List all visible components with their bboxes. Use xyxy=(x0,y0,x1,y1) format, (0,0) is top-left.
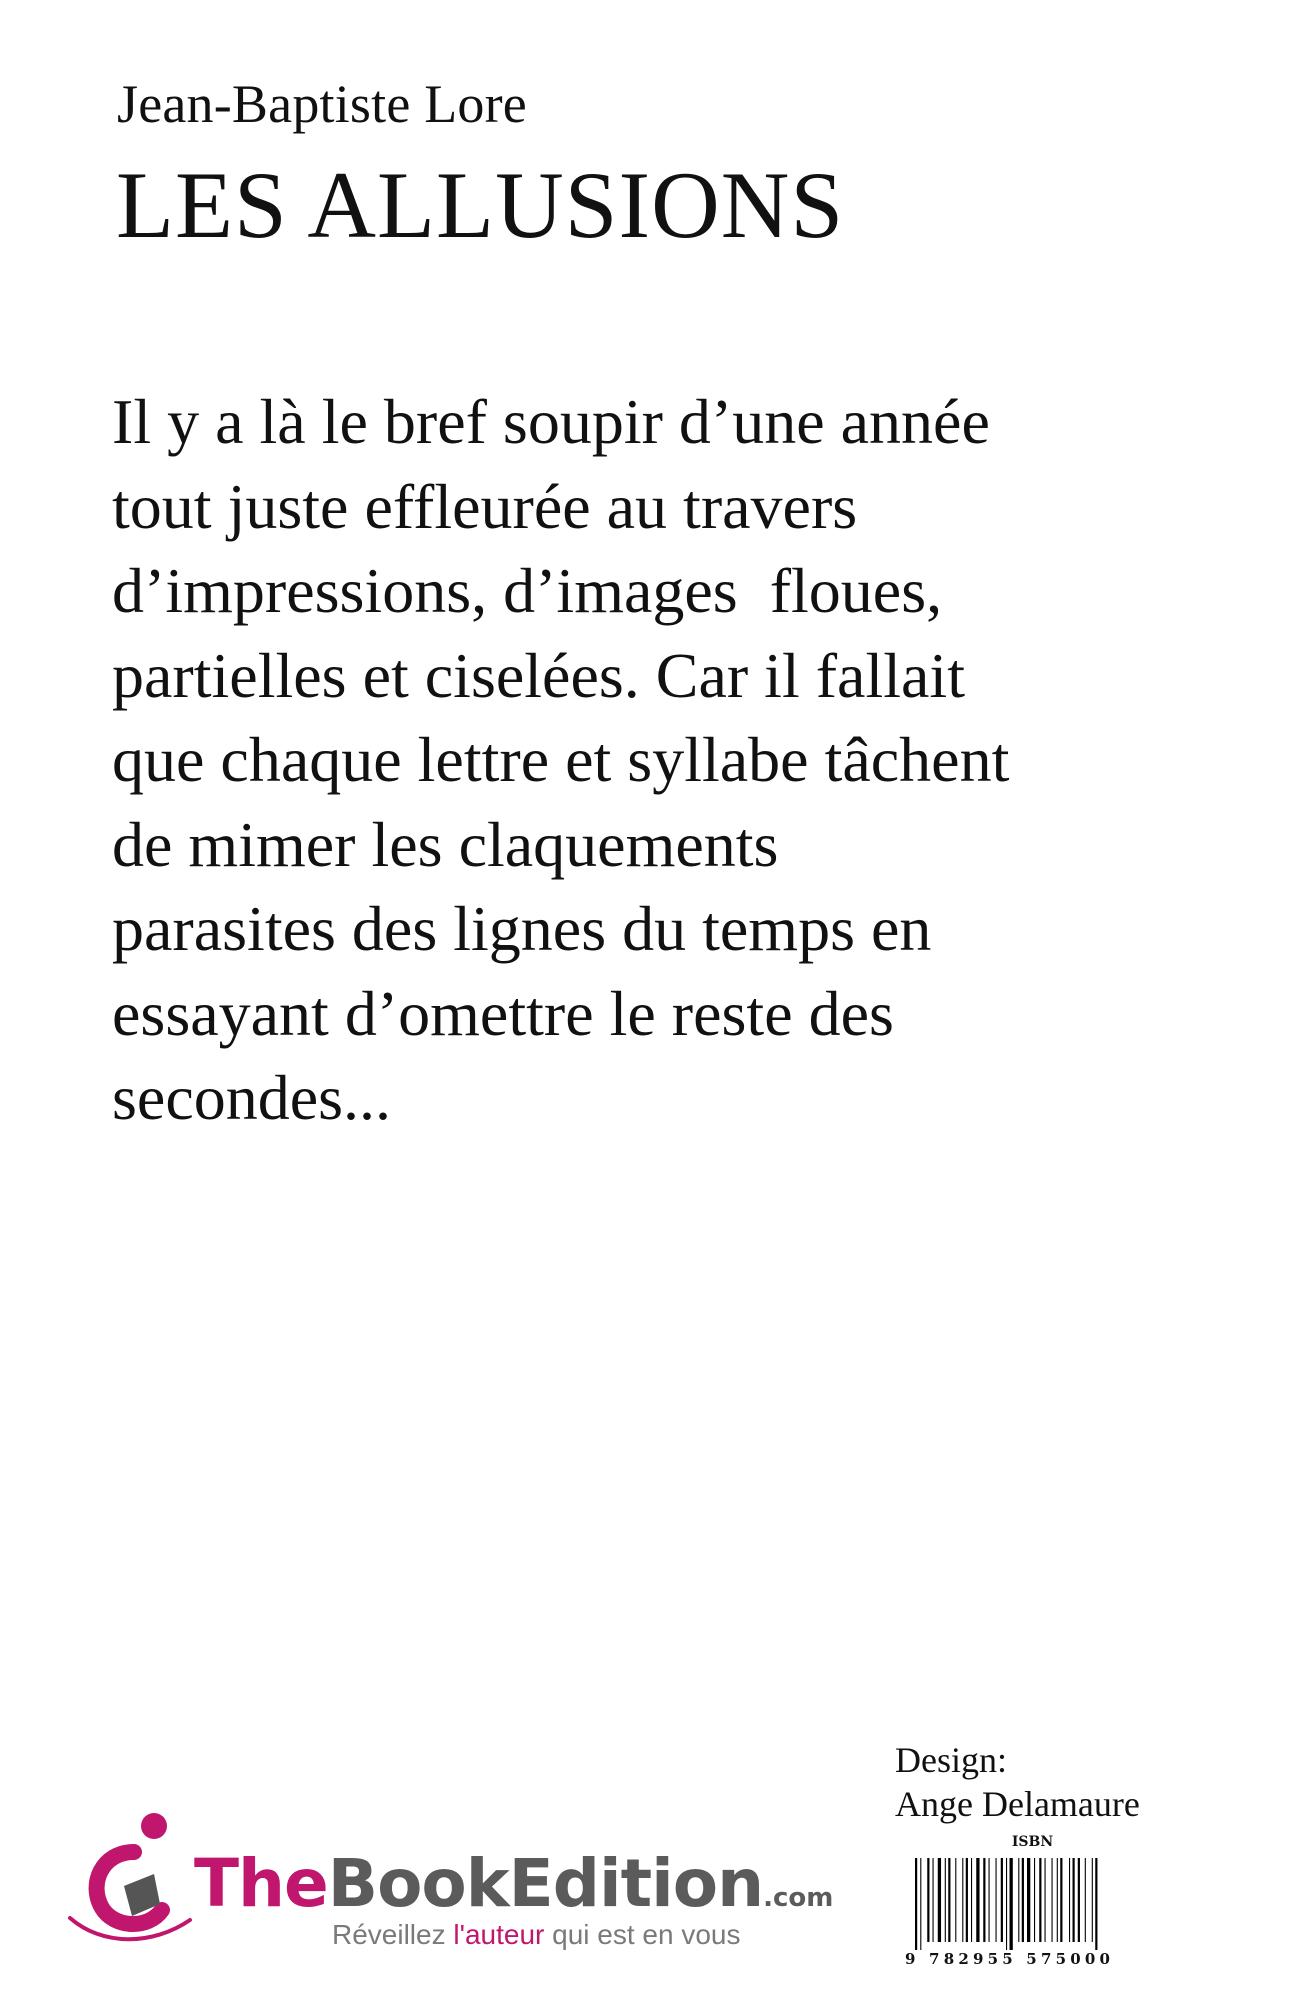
barcode-bar xyxy=(996,1858,997,1942)
barcode-bar xyxy=(1006,1858,1007,1950)
isbn-label: ISBN xyxy=(1011,1834,1054,1850)
design-credit-label: Design: xyxy=(895,1740,1007,1780)
blurb-line: partielles et ciselées. Car il fallait xyxy=(112,639,965,711)
publisher-domain: .com xyxy=(763,1883,834,1913)
barcode-bar xyxy=(1057,1858,1058,1942)
barcode-bar xyxy=(971,1858,972,1942)
barcode-bars xyxy=(915,1858,1155,1950)
barcode-bar xyxy=(927,1858,929,1942)
design-credits xyxy=(895,1738,1140,1826)
barcode-bar xyxy=(976,1858,979,1942)
barcode-bar xyxy=(1027,1858,1030,1942)
barcode-bar xyxy=(1092,1858,1093,1942)
barcode-bar xyxy=(983,1858,985,1942)
barcode-bar xyxy=(966,1858,968,1942)
blurb-line: essayant d’omettre le reste des xyxy=(112,977,894,1049)
barcode-bar xyxy=(1018,1858,1019,1942)
person-book-icon xyxy=(62,1800,212,1950)
barcode-bar xyxy=(1095,1858,1097,1950)
barcode-bar xyxy=(945,1858,946,1942)
barcode-bar xyxy=(1078,1858,1080,1942)
blurb-line: tout juste effleurée au travers xyxy=(112,470,858,542)
blurb xyxy=(112,380,1172,1141)
book-title: LES ALLUSIONS xyxy=(116,152,845,258)
publisher-tagline xyxy=(332,1920,740,1950)
tagline-start: Réveillez xyxy=(332,1919,454,1950)
design-credit-name: Ange Delamaure xyxy=(895,1784,1140,1824)
barcode-bar xyxy=(955,1858,956,1942)
barcode-bar xyxy=(1034,1858,1035,1942)
barcode-bar xyxy=(915,1858,917,1950)
barcode-bar xyxy=(1039,1858,1041,1942)
barcode-bar xyxy=(948,1858,950,1942)
barcode-bar xyxy=(1060,1858,1062,1942)
blurb-line: d’impressions, d’images floues, xyxy=(112,555,943,626)
barcode-bar xyxy=(933,1858,934,1942)
blurb-line: secondes... xyxy=(112,1062,392,1133)
barcode-bar xyxy=(962,1858,963,1942)
barcode-bar xyxy=(1052,1858,1053,1942)
tagline-end: qui est en vous xyxy=(544,1919,741,1950)
barcode-bar xyxy=(1001,1858,1003,1942)
blurb-line: de mimer les claquements xyxy=(112,808,779,880)
blurb-line: Il y a là le bref soupir d’une année xyxy=(112,386,990,457)
blurb-line: que chaque lettre et syllabe tâchent xyxy=(112,724,1010,795)
publisher-logo xyxy=(62,1800,862,1950)
barcode-bar xyxy=(1022,1858,1024,1942)
isbn-barcode xyxy=(905,1834,1160,1974)
barcode-bar xyxy=(1085,1858,1086,1942)
publisher-name-the: The xyxy=(194,1845,328,1922)
barcode-bar xyxy=(1045,1858,1046,1942)
barcode-bar xyxy=(938,1858,941,1942)
barcode-bar xyxy=(1069,1858,1070,1942)
barcode-bar xyxy=(1010,1858,1013,1950)
isbn-digits: 9 782955 575000 xyxy=(905,1950,1115,1968)
tagline-accent: l'auteur xyxy=(453,1919,545,1950)
author-name: Jean-Baptiste Lore xyxy=(117,74,527,134)
barcode-bar xyxy=(920,1858,921,1950)
blurb-line: parasites des lignes du temps en xyxy=(112,893,932,964)
barcode-bar xyxy=(989,1858,990,1942)
publisher-name-book: BookEdition xyxy=(327,1845,764,1922)
barcode-bar xyxy=(1073,1858,1075,1942)
